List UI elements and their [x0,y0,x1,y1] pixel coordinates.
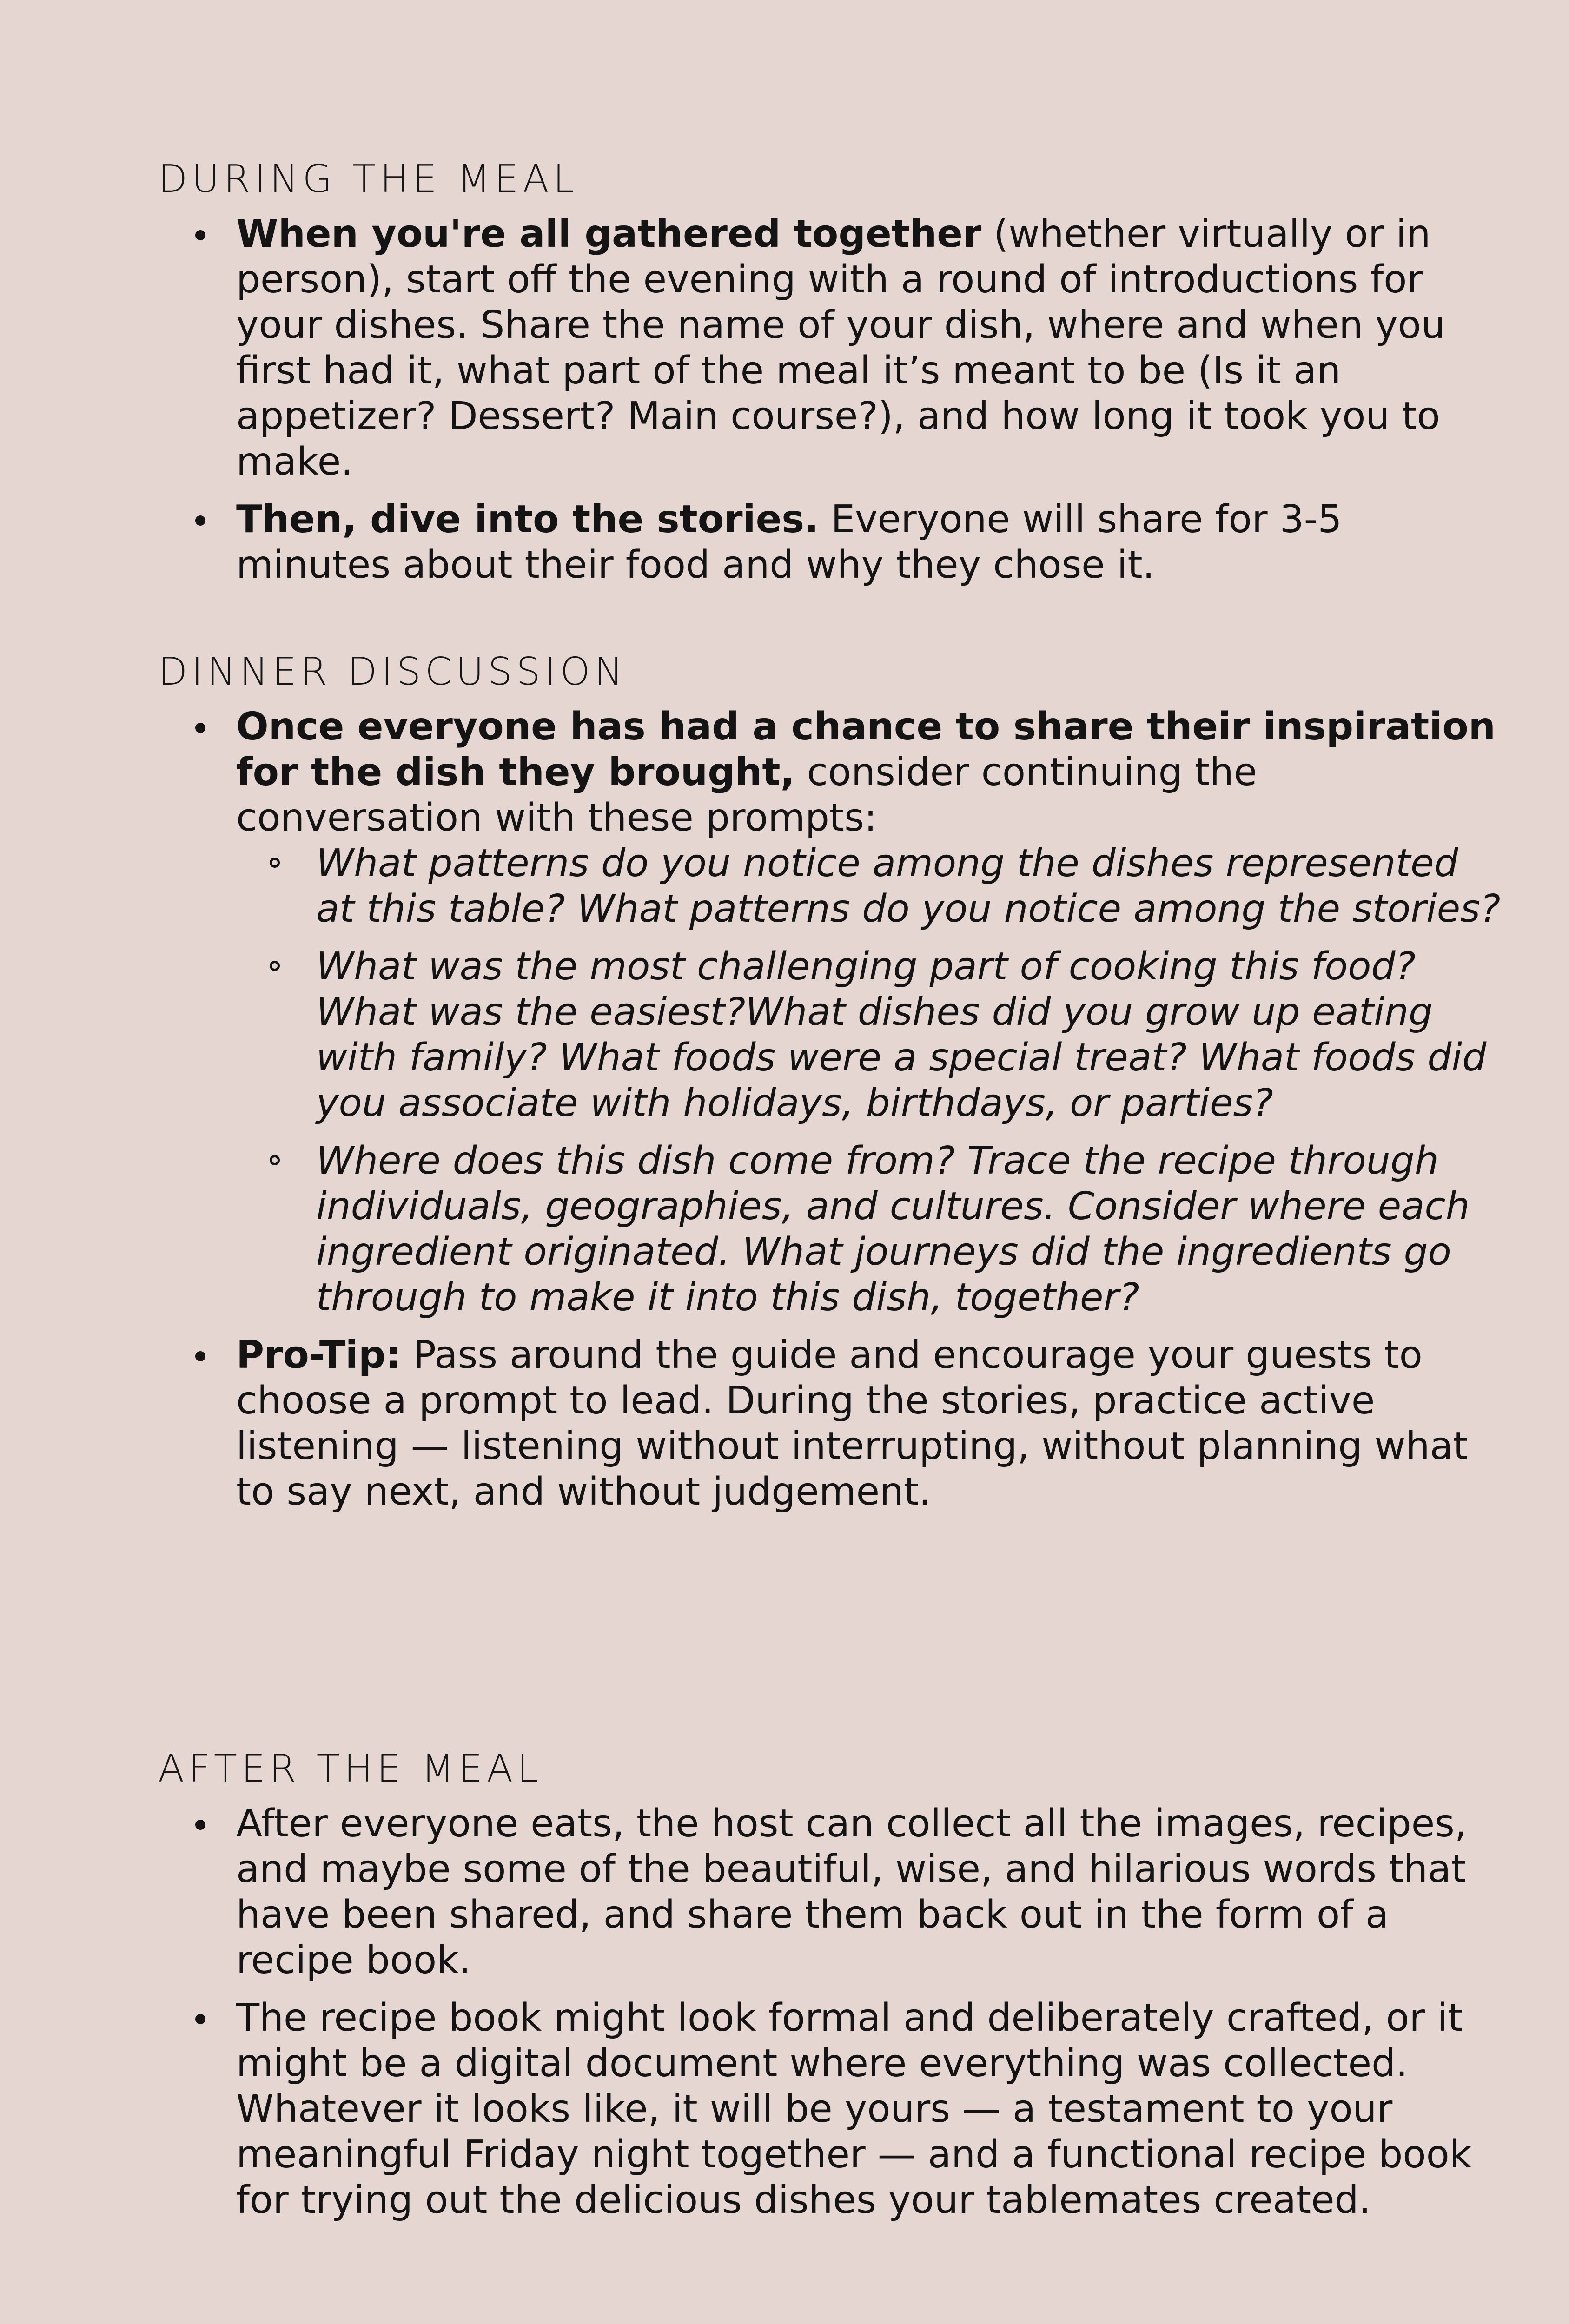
prompt-item: What was the most challenging part of cooking this food? What was the easiest?What dishes did you grow up eating with family? What foods were a special treat? What foods did you associate with holidays, birthdays, or parties? [316,944,1501,1126]
list-item-bold: When you're all gathered together [236,212,982,256]
list-item: The recipe book might look formal and deliberately crafted, or it might be a digital document where everything was collected. Whatever it looks like, it will be yours — a testament to your meaningful Friday night together — and a functional recipe book for trying out the delicious dishes your tablemates created. [236,1995,1501,2223]
prompt-item: Where does this dish come from? Trace the recipe through individuals, geographies, and cultures. Consider where each ingredient originated. What journeys did the ingredients go through to make it into this dish, together? [316,1138,1501,1320]
list-item-bold: Once everyone has had a chance to share their inspiration for the dish they brought, [236,705,1496,794]
list-item [236,497,1501,588]
after-meal-heading: AFTER THE MEAL [158,1747,543,1791]
list-item-text: consider continuing the conversation with these prompts: [236,750,1258,840]
dinner-discussion-list [158,704,1501,1527]
list-item [236,704,1501,1320]
list-item-text: Everyone will share for 3-5 minutes about their food and why they chose it. [236,497,1342,587]
dinner-discussion-heading: DINNER DISCUSSION [158,650,627,694]
pro-tip-label: Pro-Tip: [236,1333,401,1377]
during-meal-list [158,211,1501,600]
prompt-item: What patterns do you notice among the dishes represented at this table? What patterns do you notice among the stories? [316,841,1501,931]
during-meal-heading: DURING THE MEAL [158,157,579,201]
list-item-text: (whether virtually or in person), start off the evening with a round of introductions for your dishes. Share the name of your dish, where and when you first had it, what part of the meal it’s meant to be (Is it an appetizer? Dessert? Main course?), and how long it took you to make. [236,212,1445,484]
after-meal-list [158,1801,1501,2235]
pro-tip-text: Pass around the guide and encourage your guests to choose a prompt to lead. During the stories, practice active listening — listening without interrupting, without planning what to say next, and without judgement. [236,1333,1468,1514]
list-item [236,1333,1501,1515]
list-item-bold: Then, dive into the stories. [236,497,819,541]
list-item [236,211,1501,485]
list-item: After everyone eats, the host can collect all the images, recipes, and maybe some of the beautiful, wise, and hilarious words that have been shared, and share them back out in the form of a recipe book. [236,1801,1501,1983]
prompt-list [236,841,1501,1320]
